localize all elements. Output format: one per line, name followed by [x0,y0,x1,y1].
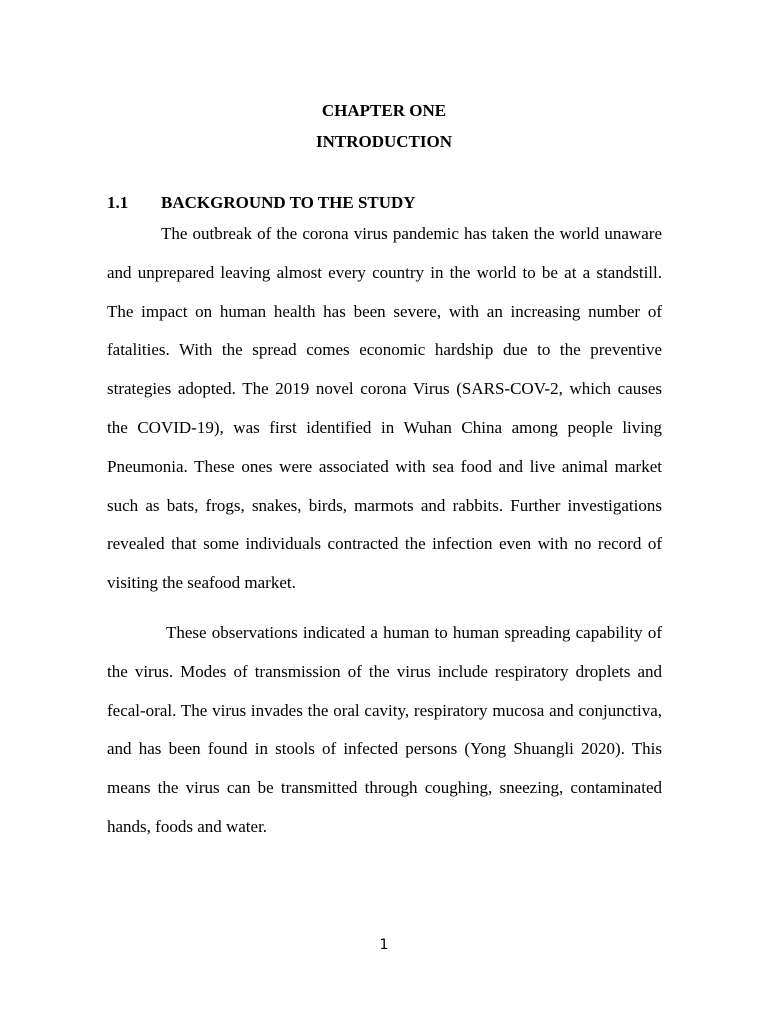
chapter-title-heading: INTRODUCTION [315,132,453,151]
body-paragraph-1: The outbreak of the corona virus pandemic has taken the world unaware and unprepared leaving almost every country in the world to be at a standstill. The impact on human health has been severe, with an increasing number of fatalities. With the spread comes economic hardship due to the preventive strategies adopted. The 2019 novel corona Virus (SARS-COV-2, which causes the COVID-19), was first identified in Wuhan China among people living Pneumonia. These ones were associated with sea food and live animal market such as bats, frogs, snakes, birds, marmots and rabbits. Further investigations revealed that some individuals contracted the infection even with no record of visiting the seafood market. [107,224,662,593]
section-number: 1.1 [107,193,129,212]
section-title: BACKGROUND TO THE STUDY [161,193,416,212]
body-paragraph-2: These observations indicated a human to human spreading capability of the virus. Modes of transmission of the virus include respiratory droplets and fecal-oral. The virus invades the oral cavity, respiratory mucosa and conjunctiva, and has been found in stools of infected persons (Yong Shuangli 2020). This means the virus can be transmitted through coughing, sneezing, contaminated hands, foods and water. [107,623,662,836]
page-number: 1 [379,937,389,953]
section-heading [107,193,416,213]
chapter-number-heading: CHAPTER ONE [321,101,447,120]
